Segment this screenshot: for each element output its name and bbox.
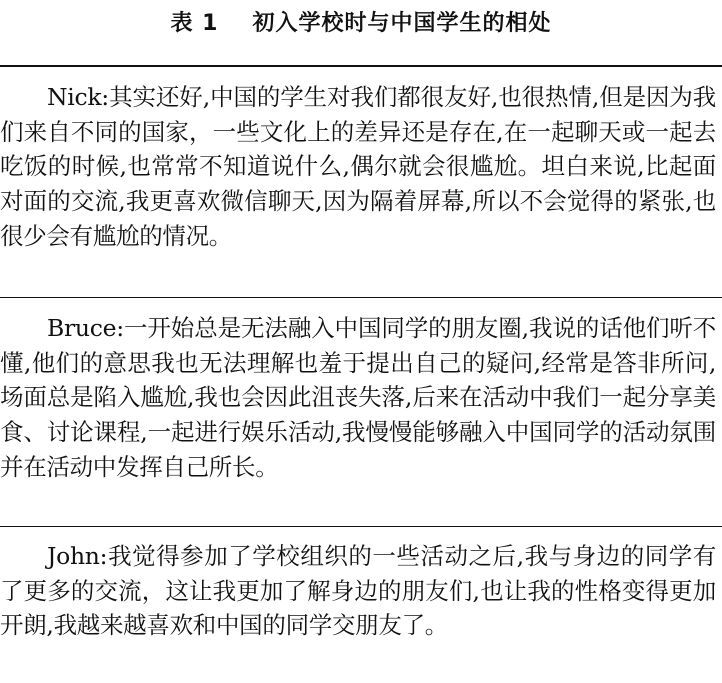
row-divider xyxy=(0,297,722,298)
entry-nick: Nick:其实还好,中国的学生对我们都很友好,也很热情,但是因为我们来自不同的国家，一些文化上的差异还是存在,在一起聊天或一起去吃饭的时候,也常常不知道说什么,偶尔就会很尴尬。坦白来说,比起面对面的交流,我更喜欢微信聊天,因为隔着屏幕,所以不会觉得的紧张,也很少会有尴尬的情况。 xyxy=(0,83,716,250)
top-rule xyxy=(0,65,722,67)
entry-bruce: Bruce:一开始总是无法融入中国同学的朋友圈,我说的话他们听不懂,他们的意思我也无法理解也羞于提出自己的疑问,经常是答非所问,场面总是陷入尴尬,我也会因此沮丧失落,后来在活动中我们一起分享美食、讨论课程,一起进行娱乐活动,我慢慢能够融入中国同学的活动氛围并在活动中发挥自己所长。 xyxy=(0,314,716,481)
entry-john: John:我觉得参加了学校组织的一些活动之后,我与身边的同学有了更多的交流，这让我更加了解身边的朋友们,也让我的性格变得更加开朗,我越来越喜欢和中国的同学交朋友了。 xyxy=(0,542,716,640)
row-divider xyxy=(0,526,722,527)
table-caption: 初入学校时与中国学生的相处 xyxy=(252,11,552,36)
table-title xyxy=(0,8,722,40)
table-label: 表 1 xyxy=(170,11,219,36)
